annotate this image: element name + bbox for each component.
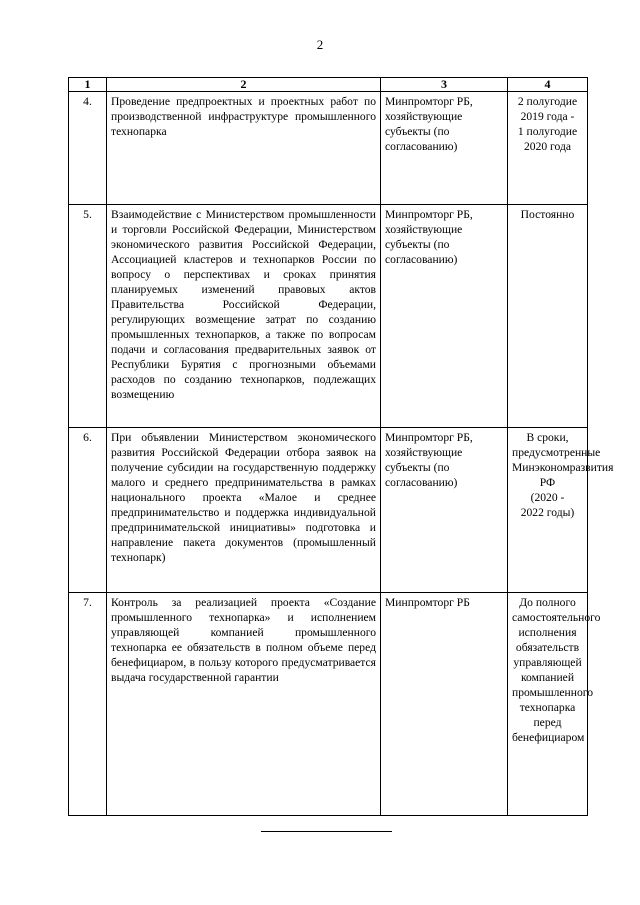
header-col-4: 4 [508,78,588,92]
table-row [69,428,588,593]
row-responsible: Минпромторг РБ, хозяйствующие субъекты (по согласованию) [381,92,508,205]
plan-table [68,77,614,816]
header-col-1: 1 [69,78,107,92]
row-term: До полного самостоятельного исполнения обязательств управляющей компанией промышленного технопарка перед бенефициаром [508,593,588,816]
row-activity: При объявлении Министерством экономического развития Российской Федерации отбора заявок на получение субсидии на государственную поддержку малого и среднего предпринимательства в рамках национального проекта «Малое и среднее предпринимательство и поддержка индивидуальной предпринимательской инициативы» подготовка и направление пакета документов (промышленный технопарк) [107,428,381,593]
header-col-2: 2 [107,78,381,92]
table-row [69,593,588,816]
row-term: 2 полугодие 2019 года - 1 полугодие 2020 года [508,92,588,205]
row-number: 4. [69,92,107,205]
row-responsible: Минпромторг РБ, хозяйствующие субъекты (по согласованию) [381,205,508,428]
table-row [69,92,588,205]
row-activity: Проведение предпроектных и проектных работ по производственной инфраструктуре промышленного технопарка [107,92,381,205]
row-term: В сроки, предусмотренные Минэкономразвития РФ (2020 - 2022 годы) [508,428,588,593]
row-number: 6. [69,428,107,593]
row-number: 7. [69,593,107,816]
row-responsible: Минпромторг РБ, хозяйствующие субъекты (по согласованию) [381,428,508,593]
table-header-row [69,78,588,92]
footer-divider [261,831,392,832]
row-term: Постоянно [508,205,588,428]
header-col-3: 3 [381,78,508,92]
row-responsible: Минпромторг РБ [381,593,508,816]
table-row [69,205,588,428]
row-activity: Взаимодействие с Министерством промышленности и торговли Российской Федерации, Министерством экономического развития Российской Федерации, Ассоциацией кластеров и технопарков России по вопросу о перспективах и сроках принятия планируемых изменений правовых актов Правительства Российской Федерации, регулирующих возмещение затрат по созданию промышленных технопарков, а также по вопросам подачи и согласования предварительных заявок от Республики Бурятия с прогнозными объемами расходов по созданию технопарков, подлежащих возмещению [107,205,381,428]
page-number: 2 [316,37,324,52]
row-activity: Контроль за реализацией проекта «Создание промышленного технопарка» и исполнением управляющей компанией промышленного технопарка ее обязательств в полном объеме перед бенефициаром, в пользу которого предусматривается выдача государственной гарантии [107,593,381,816]
row-number: 5. [69,205,107,428]
